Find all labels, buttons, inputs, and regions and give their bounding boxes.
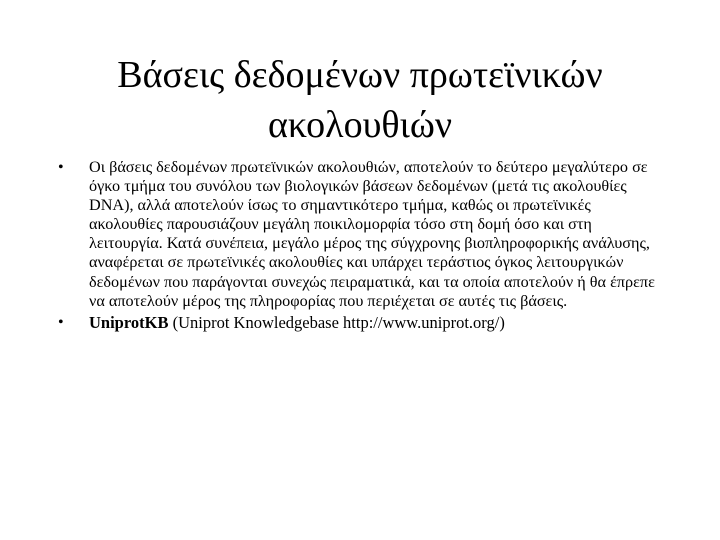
bullet-item-protein-databases: [58, 158, 668, 311]
bullet-marker: •: [58, 313, 64, 331]
uniprotkb-description: (Uniprot Knowledgebase http://www.uniprot.org/): [168, 312, 505, 332]
slide-title-line-2: ακολουθιών: [267, 104, 453, 146]
bullet-text-wrapper: [89, 313, 505, 332]
bullet-text: Οι βάσεις δεδομένων πρωτεϊνικών ακολουθιών, αποτελούν το δεύτερο μεγαλύτερο σε όγκο τμήμα του συνόλου των βιολογικών βάσεων δεδομένων (μετά τις ακολουθίες DNA), αλλά αποτελούν ίσως το σημαντικότερο τμήμα, καθώς οι πρωτεϊνικές ακολουθίες παρουσιάζουν μεγάλη ποικιλομορφία τόσο στη δομή όσο και στη λειτουργία. Κατά συνέπεια, μεγάλο μέρος της σύγχρονης βιοπληροφορικής ανάλυσης, αναφέρεται σε πρωτεϊνικές ακολουθίες και υπάρχει τεράστιος όγκος λειτουργικών δεδομένων που παράγονται συνεχώς πειραματικά, και τα οποία αποτελούν ή θα έπρεπε να αποτελούν μέρος της πληροφορίας που περιέχεται σε αυτές τις βάσεις.: [89, 158, 655, 310]
bullet-item-uniprotkb: [58, 313, 668, 333]
uniprotkb-term: UniprotKB: [89, 312, 169, 332]
bullet-marker: •: [58, 159, 64, 176]
slide-title-line-1: Βάσεις δεδομένων πρωτεϊνικών: [117, 54, 603, 96]
bullet-list: [58, 158, 668, 335]
slide-title: [60, 50, 660, 150]
